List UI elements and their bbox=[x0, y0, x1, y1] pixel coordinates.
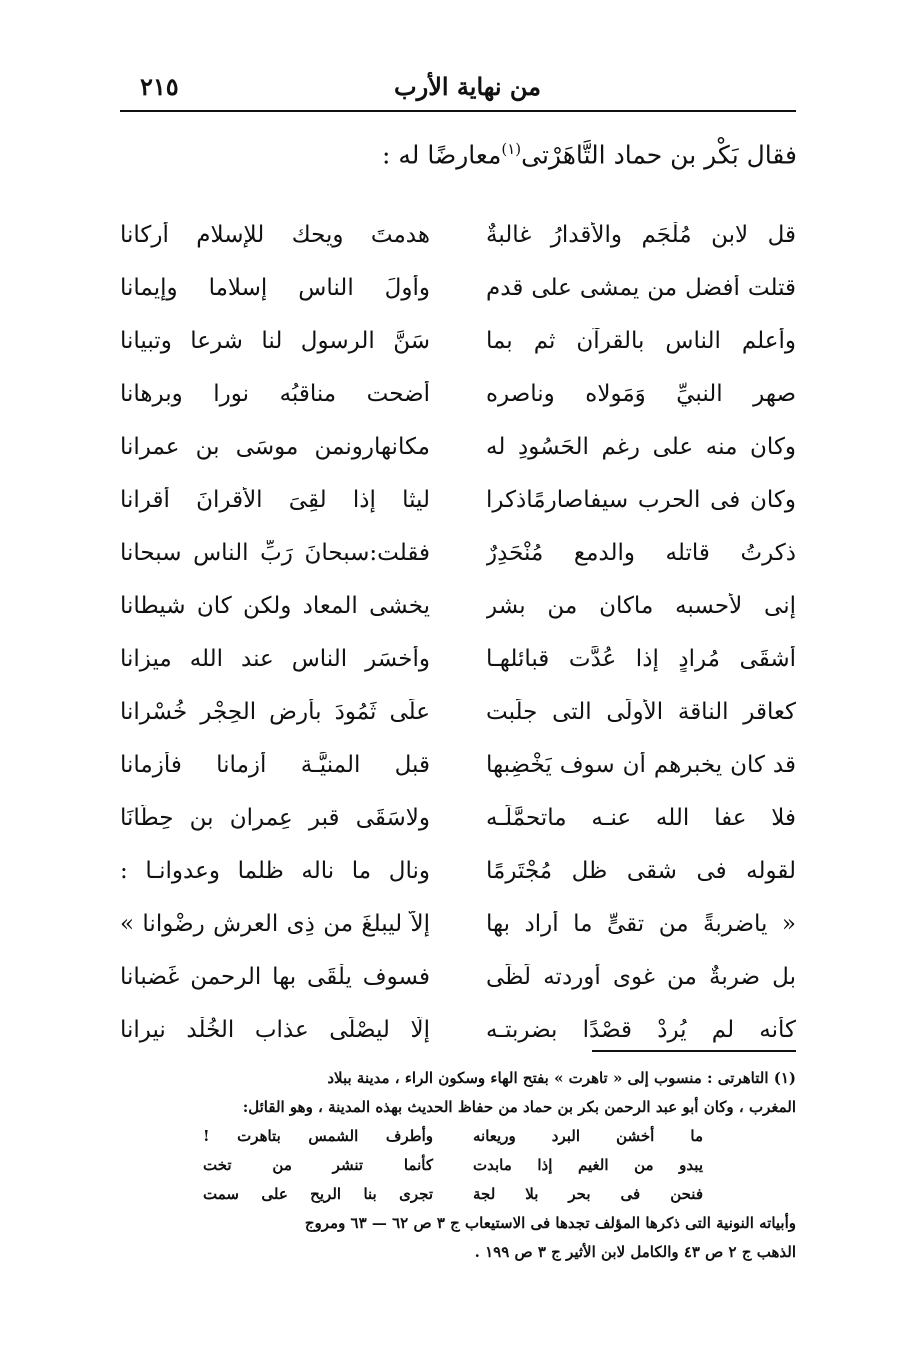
footnote-reference: (١) bbox=[501, 140, 522, 158]
second-hemistich: هدمتَ ويحك للإسلام أركانا bbox=[120, 221, 430, 248]
second-hemistich: مكانهارونمن موسَى بن عمرانا bbox=[120, 433, 430, 460]
intro-text-end: معارضًا له : bbox=[382, 140, 502, 170]
first-hemistich: كأنه لم يُرِدْ قصْدًا بضربتـه bbox=[486, 1016, 796, 1043]
second-hemistich: وأولَ الناس إسلاما وإيمانا bbox=[120, 274, 430, 301]
second-hemistich: سَنَّ الرسول لنا شرعا وتبيانا bbox=[120, 327, 430, 354]
verse bbox=[120, 791, 796, 844]
second-hemistich: إلاَّ ليبلغَ من ذِى العرشِ رِضْوانا » bbox=[120, 910, 430, 937]
footnote-line: المغرب ، وكان أبو عبد الرحمن بكر بن حماد من حفاظ الحديث بهذه المدينة ، وهو القائل: bbox=[242, 1098, 796, 1116]
footnote-verse bbox=[110, 1122, 796, 1151]
second-hemistich: قبل المنيَّـة أزمانا فأزمانا bbox=[120, 751, 430, 778]
header-rule bbox=[120, 110, 796, 112]
verse bbox=[120, 526, 796, 579]
first-hemistich: وكان فى الحرب سيفاصارمًاذكرا bbox=[486, 486, 796, 513]
footnote-verse bbox=[110, 1151, 796, 1180]
footnote bbox=[110, 1064, 796, 1267]
second-hemistich: علَى ثَمُودَ بأرض الحِجْر خُسْرانا bbox=[120, 698, 430, 725]
verse bbox=[120, 473, 796, 526]
verse bbox=[120, 844, 796, 897]
poem bbox=[120, 208, 796, 1056]
verse bbox=[120, 314, 796, 367]
footnote-second-hemistich: كأنما تنشر من تخت bbox=[203, 1156, 433, 1174]
footnote-first-hemistich: ما أخشن البرد وريعانه bbox=[473, 1127, 703, 1145]
second-hemistich: ولاسَقَى قبر عِمران بن حِطَّانَا bbox=[120, 804, 430, 831]
second-hemistich: وأخسَر الناس عند الله ميزانا bbox=[120, 645, 430, 672]
verse bbox=[120, 897, 796, 950]
first-hemistich: قد كان يخبرهم أن سوف يَخْضِبها bbox=[486, 751, 796, 778]
footnote-first-hemistich: فنحن فى بحر بلا لجة bbox=[473, 1185, 703, 1203]
first-hemistich: فلا عفا الله عنـه ماتحمَّلَـه bbox=[486, 804, 796, 831]
verse bbox=[120, 632, 796, 685]
second-hemistich: ليثا إذا لقِىَ الأقرانَ أقرانا bbox=[120, 486, 430, 513]
footnote-line: وأبياته النونية التى ذكرها المؤلف تجدها فى الاستيعاب ج ٣ ص ٦٢ — ٦٣ ومروج bbox=[304, 1214, 796, 1232]
verse bbox=[120, 579, 796, 632]
intro-line bbox=[157, 140, 797, 169]
running-title: من نهاية الأرب bbox=[394, 72, 541, 101]
footnote-line: الذهب ج ٢ ص ٤٣ والكامل لابن الأثير ج ٣ ص ١٩٩ . bbox=[474, 1243, 796, 1261]
footnote-first-hemistich: يبدو من الغيم إذا مابدت bbox=[473, 1156, 703, 1174]
verse bbox=[120, 685, 796, 738]
second-hemistich: فسوف يلْقَى بها الرحمن غَضبانا bbox=[120, 963, 430, 990]
first-hemistich: قل لابن مُلْجَم والأقدارُ غالبةٌ bbox=[486, 221, 796, 248]
first-hemistich: ذكرتُ قاتله والدمع مُنْحَدِرٌ bbox=[486, 539, 796, 566]
footnote-rule bbox=[592, 1050, 796, 1052]
second-hemistich: ونال ما ناله ظلما وعدوانـا : bbox=[120, 857, 430, 884]
footnote-second-hemistich: وأطرف الشمس بتاهرت ! bbox=[203, 1127, 433, 1145]
verse bbox=[120, 261, 796, 314]
footnote-second-hemistich: تجرى بنا الريح على سمت bbox=[203, 1185, 433, 1203]
first-hemistich: كعاقر الناقة الأُولَى التى جلَبت bbox=[486, 698, 796, 725]
verse bbox=[120, 738, 796, 791]
first-hemistich: لقوله فى شقى ظل مُجْتَرِمًا bbox=[486, 857, 796, 884]
footnote-line: (١) التاهرتى : منسوب إلى « تاهرت » بفتح الهاء وسكون الراء ، مدينة ببلاد bbox=[327, 1069, 796, 1087]
page-number: ٢١٥ bbox=[140, 72, 179, 101]
first-hemistich: قتلت أفضل من يمشى على قدم bbox=[486, 274, 796, 301]
verse bbox=[120, 1003, 796, 1056]
first-hemistich: وأعلم الناس بالقرآن ثم بما bbox=[486, 327, 796, 354]
verse bbox=[120, 950, 796, 1003]
first-hemistich: « ياضربةً من تقىٍّ ما أراد بها bbox=[486, 910, 796, 937]
second-hemistich: أضحت مناقبُه نورا وبرهانا bbox=[120, 380, 430, 407]
first-hemistich: بل ضربةٌ من غوى أوردته لَظًى bbox=[486, 963, 796, 990]
verse bbox=[120, 420, 796, 473]
first-hemistich: إنى لأحسبه ماكان من بشر bbox=[486, 592, 796, 619]
second-hemistich: يخشى المعاد ولكن كان شيطانا bbox=[120, 592, 430, 619]
first-hemistich: أشقَى مُرادٍ إذا عُدَّت قبائلهـا bbox=[486, 645, 796, 672]
verse bbox=[120, 367, 796, 420]
page-header bbox=[120, 68, 796, 108]
footnote-verse bbox=[110, 1180, 796, 1209]
second-hemistich: فقلت:سبحانَ رَبِّ الناس سبحانا bbox=[120, 539, 430, 566]
first-hemistich: وكان منه على رغم الحَسُودِ له bbox=[486, 433, 796, 460]
intro-text: فقال بَكْر بن حماد التَّاهَرْتى bbox=[521, 140, 797, 170]
first-hemistich: صهر النبيِّ وَمَولاه وناصره bbox=[486, 380, 796, 407]
second-hemistich: إلَّا ليصْلَى عذاب الخُلْد نيرانا bbox=[120, 1016, 430, 1043]
verse bbox=[120, 208, 796, 261]
